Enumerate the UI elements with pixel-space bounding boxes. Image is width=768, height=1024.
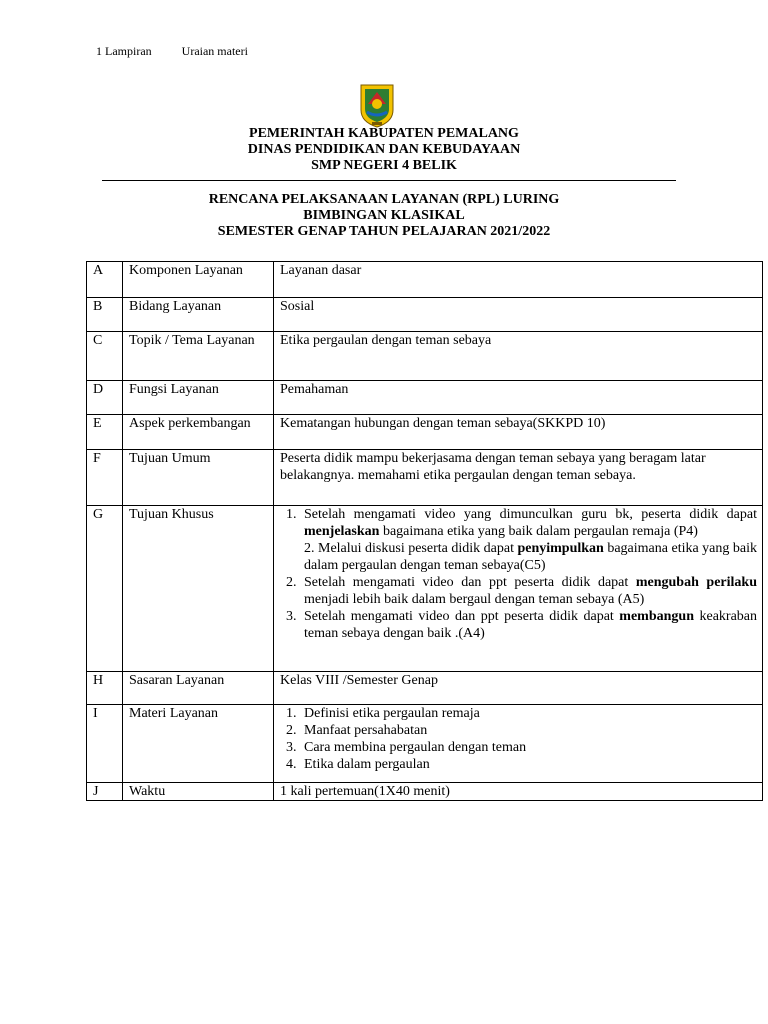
list-number: 1. — [286, 507, 297, 522]
row-value: Peserta didik mampu bekerjasama dengan teman sebaya yang beragam latar belakangnya. memahami etika pergaulan dengan teman sebaya. — [274, 450, 763, 506]
list-item — [280, 540, 757, 574]
table-row — [87, 381, 763, 415]
row-value: Layanan dasar — [274, 262, 763, 298]
goal-text: keakraban teman sebaya dengan baik .(A4) — [304, 609, 757, 641]
table-row — [87, 506, 763, 672]
list-item — [280, 705, 757, 722]
attachment-number: 1 Lampiran — [96, 44, 152, 58]
list-number: 1. — [286, 706, 297, 721]
list-item — [280, 574, 757, 608]
row-code: E — [87, 415, 123, 450]
material-text: Etika dalam pergaulan — [304, 757, 430, 772]
table-row — [87, 672, 763, 705]
specific-goals-list — [280, 506, 757, 642]
row-value: 1 kali pertemuan(1X40 menit) — [274, 783, 763, 801]
row-label: Komponen Layanan — [123, 262, 274, 298]
row-value — [274, 506, 763, 672]
row-label: Tujuan Khusus — [123, 506, 274, 672]
list-item — [280, 722, 757, 739]
title-line-1: RENCANA PELAKSANAAN LAYANAN (RPL) LURING — [208, 192, 560, 207]
goal-keyword: membangun — [619, 609, 694, 624]
row-value: Pemahaman — [274, 381, 763, 415]
school-name: SMP NEGERI 4 BELIK — [311, 158, 457, 173]
goal-text: Setelah mengamati video dan ppt peserta didik dapat — [304, 609, 620, 624]
row-value: Etika pergaulan dengan teman sebaya — [274, 332, 763, 381]
letterhead-divider — [102, 180, 676, 181]
goal-text: Setelah mengamati video dan ppt peserta didik dapat — [304, 575, 636, 590]
list-number: 2. — [286, 575, 297, 590]
row-value — [274, 705, 763, 783]
table-row — [87, 783, 763, 801]
list-number: 3. — [286, 609, 297, 624]
row-code: J — [87, 783, 123, 801]
goal-keyword: mengubah perilaku — [635, 575, 757, 590]
row-label: Materi Layanan — [123, 705, 274, 783]
title-line-3: SEMESTER GENAP TAHUN PELAJARAN 2021/2022 — [217, 224, 551, 239]
row-value: Kematangan hubungan dengan teman sebaya(SKKPD 10) — [274, 415, 763, 450]
goal-text: bagaimana etika yang baik dalam pergaulan dengan teman sebaya(C5) — [304, 541, 758, 573]
list-number: 4. — [286, 757, 297, 772]
row-label: Topik / Tema Layanan — [123, 332, 274, 381]
row-code: I — [87, 705, 123, 783]
table-row — [87, 262, 763, 298]
attachment-title: Uraian materi — [181, 44, 248, 58]
goal-text: Setelah mengamati video yang dimunculkan guru bk, peserta didik dapat — [304, 507, 757, 522]
government-name: PEMERINTAH KABUPATEN PEMALANG — [249, 126, 519, 141]
table-row — [87, 298, 763, 332]
row-label: Bidang Layanan — [123, 298, 274, 332]
row-value: Sosial — [274, 298, 763, 332]
goal-text: 2. Melalui diskusi peserta didik dapat — [304, 541, 518, 556]
row-value: Kelas VIII /Semester Genap — [274, 672, 763, 705]
goal-text: bagaimana etika yang baik dalam pergaulan remaja (P4) — [379, 524, 698, 539]
table-row — [87, 415, 763, 450]
goal-keyword: menjelaskan — [304, 524, 380, 539]
department-name: DINAS PENDIDIKAN DAN KEBUDAYAAN — [247, 142, 521, 157]
title-line-2: BIMBINGAN KLASIKAL — [303, 208, 465, 223]
material-list — [280, 705, 757, 773]
letterhead — [0, 126, 768, 174]
rpl-table — [86, 261, 763, 801]
goal-text: menjadi lebih baik dalam bergaul dengan teman sebaya (A5) — [304, 592, 645, 607]
row-code: G — [87, 506, 123, 672]
row-code: D — [87, 381, 123, 415]
material-text: Manfaat persahabatan — [304, 723, 428, 738]
table-row — [87, 705, 763, 783]
row-label: Sasaran Layanan — [123, 672, 274, 705]
list-item — [280, 506, 757, 540]
list-item — [280, 739, 757, 756]
row-label: Tujuan Umum — [123, 450, 274, 506]
row-label: Fungsi Layanan — [123, 381, 274, 415]
row-label: Aspek perkembangan — [123, 415, 274, 450]
goal-keyword: penyimpulkan — [517, 541, 604, 556]
attachment-note — [96, 44, 248, 59]
row-code: B — [87, 298, 123, 332]
document-title — [0, 192, 768, 240]
material-text: Definisi etika pergaulan remaja — [304, 706, 480, 721]
pemalang-regency-emblem-icon — [358, 82, 396, 128]
row-label: Waktu — [123, 783, 274, 801]
list-item — [280, 608, 757, 642]
material-text: Cara membina pergaulan dengan teman — [304, 740, 527, 755]
row-code: A — [87, 262, 123, 298]
row-code: F — [87, 450, 123, 506]
table-row — [87, 450, 763, 506]
table-row — [87, 332, 763, 381]
row-code: C — [87, 332, 123, 381]
list-item — [280, 756, 757, 773]
list-number: 2. — [286, 723, 297, 738]
row-code: H — [87, 672, 123, 705]
list-number: 3. — [286, 740, 297, 755]
